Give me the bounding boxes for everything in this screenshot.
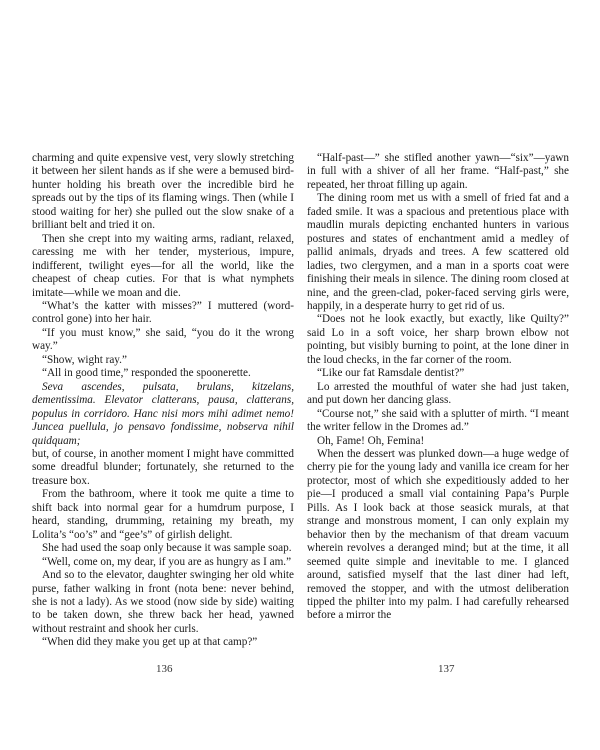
page-number-right: 137	[438, 663, 455, 675]
paragraph: “Half-past—” she stifled another yawn—“six”—yawn in full with a shiver of all her frame. “Half-past,” she repeated, her throat filling up again.	[307, 152, 569, 191]
paragraph: but, of course, in another moment I might have committed some dreadful blunder; fortunately, she returned to the treasure box.	[32, 447, 294, 487]
paragraph: And so to the elevator, daughter swinging her old white purse, father walking in front (nota bene: never behind, she is not a lady). As we stood (now side by side) waiting to be taken down, she threw back her head, yawned without restraint and shook her curls.	[32, 569, 294, 635]
paragraph: “What’s the katter with misses?” I muttered (word-control gone) into her hair.	[32, 299, 294, 326]
paragraph: “Like our fat Ramsdale dentist?”	[317, 367, 465, 380]
paragraph: “Show, wight ray.”	[42, 353, 127, 366]
paragraph: She had used the soap only because it was sample soap.	[42, 542, 292, 555]
paragraph: Seva ascendes, pulsata, brulans, kitzelans, dementissima. Elevator clatterans, pausa, clatterans, populus in corridoro. Hanc nisi mors mihi adimet nemo! Juncea puellula, jo pensavo fondissime, nobserva nihil quidquam;	[32, 380, 294, 447]
paragraph: Then she crept into my waiting arms, radiant, relaxed, caressing me with her tender, mysterious, impure, indifferent, twilight eyes—for all the world, like the cheapest of cheap cuties. For that is what nymphets imitate—while we moan and die.	[32, 232, 294, 299]
paragraph: From the bathroom, where it took me quite a time to shift back into normal gear for a humdrum purpose, I heard, standing, drumming, retaining my breath, my Lolita’s “oo’s” and “gee’s” of girlish delight.	[32, 488, 294, 541]
paragraph: “If you must know,” she said, “you do it the wrong way.”	[32, 326, 294, 353]
right-page	[307, 152, 569, 623]
paragraph: The dining room met us with a smell of fried fat and a faded smile. It was a spacious and pretentious place with maudlin murals depicting enchanted hunters in various postures and states of enchantment amid a medley of pallid animals, dryads and trees. A few scattered old ladies, two clergymen, and a man in a sports coat were finishing their meals in silence. The dining room closed at nine, and the green-clad, poker-faced serving girls were, happily, in a desperate hurry to get rid of us.	[307, 192, 569, 312]
paragraph: Lo arrested the mouthful of water she had just taken, and put down her dancing glass.	[307, 380, 569, 407]
paragraph: charming and quite expensive vest, very slowly stretching it between her silent hands as if she were a bemused bird-hunter holding his breath over the incredible bird he spreads out by the tips of its flaming wings. Then (while I stood waiting for her) she pulled out the slow snake of a brilliant belt and tried it on.	[32, 152, 294, 232]
paragraph: Oh, Fame! Oh, Femina!	[317, 434, 425, 447]
paragraph: “All in good time,” responded the spoonerette.	[42, 367, 251, 380]
paragraph: “Does not he look exactly, but exactly, like Quilty?” said Lo in a soft voice, her sharp brown elbow not pointing, but visibly burning to point, at the lone diner in the loud checks, in the far corner of the room.	[307, 313, 569, 366]
paragraph: When the dessert was plunked down—a huge wedge of cherry pie for the young lady and vanilla ice cream for her protector, most of which she expeditiously added to her pie—I produced a small vial containing Papa’s Purple Pills. As I look back at those seasick murals, at that strange and monstrous moment, I can only explain my behavior then by the mechanism of that dream vacuum wherein revolves a deranged mind; but at the time, it all seemed quite simple and inevitable to me. I glanced around, satisfied myself that the last diner had left, removed the stopper, and with the utmost deliberation tipped the philter into my palm. I had carefully rehearsed before a mirror the	[307, 447, 569, 622]
page-number-left: 136	[156, 663, 173, 675]
paragraph: “Course not,” she said with a splutter of mirth. “I meant the writer fellow in the Dromes ad.”	[307, 407, 569, 434]
paragraph: “When did they make you get up at that camp?”	[42, 636, 258, 649]
left-page	[32, 152, 294, 650]
paragraph: “Well, come on, my dear, if you are as hungry as I am.”	[42, 555, 292, 568]
